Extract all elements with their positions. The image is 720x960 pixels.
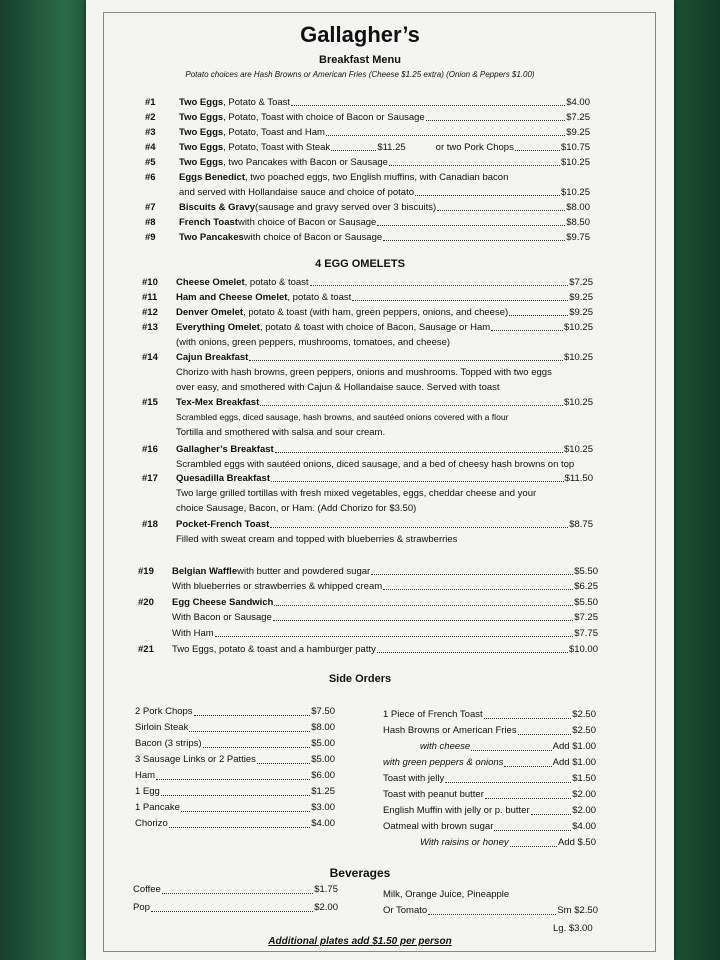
dot-leader [274, 595, 573, 606]
item-price: $10.25 [563, 322, 593, 333]
dot-leader [389, 155, 560, 166]
menu-item-row [142, 517, 593, 532]
side-order-row [135, 736, 335, 752]
item-number: #4 [145, 142, 156, 153]
item-description: , potato & toast [244, 277, 309, 288]
item-detail-line: Scrambled eggs with sautéed onions, diced sausage, and a bed of cheesy hash browns on top [176, 459, 575, 470]
item-description: , two Pancakes with Bacon or Sausage [223, 157, 388, 168]
side-order-name: 3 Sausage Links or 2 Patties [135, 754, 256, 765]
item-price: $6.25 [574, 581, 598, 592]
item-line [179, 230, 590, 245]
menu-item-row [145, 110, 590, 125]
side-order-row [383, 723, 596, 739]
menu-item-row [145, 155, 590, 170]
dot-leader [415, 185, 560, 196]
item-line [172, 610, 598, 625]
dot-leader [169, 816, 310, 828]
juice-options: Milk, Orange Juice, Pineapple [383, 889, 510, 900]
dot-leader [445, 771, 571, 783]
item-line [172, 626, 598, 641]
item-line [179, 155, 590, 170]
menu-item-row [138, 610, 598, 625]
item-price: $10.25 [560, 187, 590, 198]
juice-small-price: Sm $2.50 [557, 905, 598, 916]
menu-item-row [145, 170, 590, 185]
item-description: With Ham [172, 628, 214, 639]
menu-item-row [145, 185, 590, 200]
side-order-row [135, 784, 335, 800]
dot-leader [270, 517, 568, 528]
item-price: $10.25 [563, 444, 593, 455]
dot-leader [383, 230, 565, 241]
dot-leader [515, 140, 560, 151]
item-description: , two poached eggs, two English muffins, with Canadian bacon [245, 172, 509, 183]
item-line [176, 471, 593, 486]
side-order-row [135, 704, 335, 720]
item-alt-price: $10.75 [560, 142, 591, 153]
side-order-price: Add $.50 [557, 837, 596, 848]
item-number [138, 610, 172, 625]
beverage-row [133, 900, 338, 916]
item-price: $8.75 [569, 519, 593, 530]
side-order-name: 2 Pork Chops [135, 706, 193, 717]
item-price: $9.25 [569, 307, 593, 318]
menu-item-row [145, 125, 590, 140]
item-description: With Bacon or Sausage [172, 612, 272, 623]
side-order-row [135, 768, 335, 784]
menu-item-row [142, 275, 593, 290]
side-order-name: Ham [135, 770, 156, 781]
item-name: Two Eggs [179, 142, 224, 153]
side-order-price: Add $1.00 [552, 757, 596, 768]
item-number: #20 [138, 597, 154, 608]
dot-leader [494, 819, 571, 831]
dot-leader [215, 626, 574, 637]
menu-item-row [138, 564, 598, 579]
dot-leader [383, 579, 573, 590]
item-detail-line: (with onions, green peppers, mushrooms, tomatoes, and cheese) [176, 337, 451, 348]
item-number: #7 [145, 202, 156, 213]
side-order-row [135, 800, 335, 816]
item-name: Belgian Waffle [172, 566, 238, 577]
beverage-name: Coffee [133, 884, 161, 895]
side-order-price: $7.50 [311, 706, 335, 717]
item-description: , potato & toast (with ham, green peppers, onions, and cheese) [243, 307, 509, 318]
item-price: $7.25 [574, 612, 598, 623]
item-price: $5.50 [574, 597, 598, 608]
item-price: $11.50 [564, 473, 593, 484]
side-order-row [420, 739, 596, 755]
item-name: Eggs Benedict [179, 172, 245, 183]
item-number: #6 [145, 172, 156, 183]
additional-plates-note: Additional plates add $1.50 per person [268, 936, 452, 947]
dot-leader [249, 350, 563, 361]
item-number: #5 [145, 157, 156, 168]
side-order-name: with cheese [420, 741, 471, 752]
dot-leader [260, 395, 563, 406]
dot-leader [518, 723, 572, 735]
item-line [179, 185, 590, 200]
item-price: $10.25 [563, 352, 593, 363]
menu-item-row [145, 95, 590, 110]
item-description: with butter and powdered sugar [237, 566, 371, 577]
item-description: , Potato & Toast [223, 97, 291, 108]
dot-leader [531, 803, 572, 815]
item-alt-option: or two Pork Chops [435, 142, 514, 153]
menu-item-row [142, 471, 593, 486]
side-order-price: $5.00 [311, 754, 335, 765]
item-price: $11.25 [377, 142, 406, 153]
item-description: Two Eggs, potato & toast and a hamburger patty [172, 644, 376, 655]
item-price: $7.25 [566, 112, 590, 123]
item-line [172, 579, 598, 594]
item-line [179, 125, 590, 140]
dot-leader [377, 642, 568, 653]
item-number: #19 [138, 566, 154, 577]
item-name: Ham and Cheese Omelet [176, 292, 288, 303]
menu-item-row [145, 230, 590, 245]
item-price: $4.00 [566, 97, 590, 108]
item-detail-line: choice Sausage, Bacon, or Ham. (Add Chorizo for $3.50) [176, 503, 417, 514]
item-number [145, 185, 179, 200]
item-price: $8.00 [566, 202, 590, 213]
juice-tomato: Or Tomato [383, 905, 428, 916]
item-name: Denver Omelet [176, 307, 244, 318]
side-order-name: 1 Piece of French Toast [383, 709, 483, 720]
dot-leader [504, 755, 551, 767]
juice-row [383, 903, 598, 919]
item-price: $10.25 [560, 157, 590, 168]
item-line [176, 395, 593, 410]
item-number: #8 [145, 217, 156, 228]
item-detail-line: Filled with sweat cream and topped with blueberries & strawberries [176, 534, 458, 545]
dot-leader [377, 215, 565, 226]
menu-item-row [142, 350, 593, 365]
item-number: #14 [142, 352, 158, 363]
item-number: #9 [145, 232, 156, 243]
side-order-row [383, 803, 596, 819]
dot-leader [326, 125, 565, 136]
item-name: Biscuits & Gravy [179, 202, 256, 213]
item-number: #17 [142, 473, 158, 484]
item-number: #12 [142, 307, 158, 318]
dot-leader [352, 290, 568, 301]
side-order-price: $6.00 [311, 770, 335, 781]
item-name: Quesadilla Breakfast [176, 473, 270, 484]
menu-item-row [142, 290, 593, 305]
item-number: #16 [142, 444, 158, 455]
dot-leader [331, 140, 376, 151]
menu-item-row [145, 140, 590, 155]
dot-leader [484, 707, 572, 719]
menu-item-row [145, 200, 590, 215]
side-order-price: $3.00 [311, 802, 335, 813]
beverage-price: $2.00 [314, 902, 338, 913]
dot-leader [310, 275, 569, 286]
item-price: $9.25 [569, 292, 593, 303]
item-line [172, 564, 598, 579]
menu-item-row [142, 395, 593, 410]
item-name: Tex-Mex Breakfast [176, 397, 260, 408]
dot-leader [273, 610, 573, 621]
side-order-name: Oatmeal with brown sugar [383, 821, 494, 832]
dot-leader [181, 800, 310, 812]
menu-item-row [142, 305, 593, 320]
item-line [179, 170, 590, 185]
side-order-price: $2.00 [572, 805, 596, 816]
dot-leader [189, 720, 310, 732]
side-order-row [383, 787, 596, 803]
item-line [176, 350, 593, 365]
item-line [176, 275, 593, 290]
item-name: Cheese Omelet [176, 277, 245, 288]
side-order-row [383, 771, 596, 787]
item-number [138, 626, 172, 641]
item-line [179, 200, 590, 215]
menu-subtitle: Breakfast Menu [319, 54, 401, 66]
item-description: , potato & toast [287, 292, 352, 303]
side-order-price: $2.50 [572, 725, 596, 736]
item-name: Everything Omelet [176, 322, 260, 333]
item-description: , Potato, Toast with Steak [223, 142, 331, 153]
item-price: $8.50 [566, 217, 590, 228]
dot-leader [257, 752, 310, 764]
dot-leader [371, 564, 573, 575]
dot-leader [156, 768, 310, 780]
item-line [176, 442, 593, 457]
item-number: #18 [142, 519, 158, 530]
juice-large-price: Lg. $3.00 [553, 923, 593, 934]
beverage-row [133, 882, 338, 898]
side-order-name: Sirloin Steak [135, 722, 189, 733]
item-price: $10.25 [563, 397, 593, 408]
side-order-name: Toast with jelly [383, 773, 445, 784]
omelets-heading: 4 EGG OMELETS [315, 258, 405, 270]
side-order-name: 1 Egg [135, 786, 160, 797]
side-order-price: $1.50 [572, 773, 596, 784]
item-line [176, 305, 593, 320]
item-detail-line: Scrambled eggs, diced sausage, hash browns, and sautéed onions covered with a flour [176, 412, 509, 422]
item-number: #13 [142, 322, 158, 333]
item-price: $9.75 [566, 232, 590, 243]
item-number: #3 [145, 127, 156, 138]
dot-leader [194, 704, 311, 716]
item-number: #10 [142, 277, 158, 288]
side-order-row [420, 835, 596, 851]
item-number: #21 [138, 644, 154, 655]
dot-leader [203, 736, 311, 748]
item-price: $5.50 [574, 566, 598, 577]
item-number: #1 [145, 97, 156, 108]
dot-leader [491, 320, 563, 331]
side-order-price: $4.00 [311, 818, 335, 829]
side-order-price: $8.00 [311, 722, 335, 733]
side-order-row [135, 720, 335, 736]
item-description: with choice of Bacon or Sausage [237, 217, 377, 228]
background-left [0, 0, 90, 960]
side-order-price: $5.00 [311, 738, 335, 749]
potato-note: Potato choices are Hash Browns or American Fries (Cheese $1.25 extra) (Onion & Peppers $1.00) [185, 70, 535, 79]
item-line [179, 140, 590, 155]
item-price: $7.75 [574, 628, 598, 639]
side-order-price: $2.50 [572, 709, 596, 720]
restaurant-title: Gallagher’s [300, 22, 420, 47]
item-description: with choice of Bacon or Sausage [243, 232, 383, 243]
item-number [138, 579, 172, 594]
menu-item-row [138, 642, 598, 657]
side-order-price: $4.00 [572, 821, 596, 832]
item-price: $10.00 [568, 644, 598, 655]
item-price: $9.25 [566, 127, 590, 138]
item-detail-line: Chorizo with hash browns, green peppers, onions and mushrooms. Topped with two eggs [176, 367, 552, 378]
beverages-heading: Beverages [329, 866, 391, 880]
item-number: #2 [145, 112, 156, 123]
item-detail-line: Two large grilled tortillas with fresh mixed vegetables, eggs, cheddar cheese and your [176, 488, 537, 499]
side-order-name: with green peppers & onions [383, 757, 504, 768]
side-order-name: 1 Pancake [135, 802, 180, 813]
item-detail-line: over easy, and smothered with Cajun & Hollandaise sauce. Served with toast [176, 382, 500, 393]
menu-item-row [142, 320, 593, 335]
item-description: , Potato, Toast and Ham [223, 127, 325, 138]
item-name: Two Pancakes [179, 232, 244, 243]
side-order-price: $1.25 [311, 786, 335, 797]
item-line [176, 517, 593, 532]
dot-leader [271, 471, 564, 482]
dot-leader [275, 442, 563, 453]
item-description: (sausage and gravy served over 3 biscuits) [255, 202, 437, 213]
dot-leader [161, 784, 310, 796]
side-order-name: With raisins or honey [420, 837, 509, 848]
side-order-price: $2.00 [572, 789, 596, 800]
side-order-row [383, 707, 596, 723]
beverage-price: $1.75 [314, 884, 338, 895]
dot-leader [437, 200, 565, 211]
menu-item-row [145, 215, 590, 230]
menu-item-row [138, 579, 598, 594]
item-description: With blueberries or strawberries & whipped cream [172, 581, 383, 592]
item-detail-line: Tortilla and smothered with salsa and sour cream. [176, 427, 386, 438]
item-description: and served with Hollandaise sauce and choice of potato [179, 187, 415, 198]
menu-item-row [138, 626, 598, 641]
side-order-name: Hash Browns or American Fries [383, 725, 517, 736]
side-order-row [135, 816, 335, 832]
item-name: Two Eggs [179, 157, 224, 168]
item-name: Gallagher’s Breakfast [176, 444, 274, 455]
side-order-row [383, 755, 596, 771]
dot-leader [471, 739, 552, 751]
item-line [179, 215, 590, 230]
side-order-name: Chorizo [135, 818, 168, 829]
item-description: , Potato, Toast with choice of Bacon or Sausage [223, 112, 425, 123]
dot-leader [291, 95, 565, 106]
side-order-name: Bacon (3 strips) [135, 738, 202, 749]
item-number: #15 [142, 397, 158, 408]
menu-item-row [142, 442, 593, 457]
item-name: Cajun Breakfast [176, 352, 249, 363]
item-description: , potato & toast with choice of Bacon, Sausage or Ham [259, 322, 491, 333]
item-name: Egg Cheese Sandwich [172, 597, 274, 608]
dot-leader [510, 835, 557, 847]
item-number: #11 [142, 292, 158, 303]
item-line [179, 110, 590, 125]
item-line [172, 642, 598, 657]
item-name: French Toast [179, 217, 238, 228]
item-price: $7.25 [569, 277, 593, 288]
side-order-price: Add $1.00 [552, 741, 596, 752]
item-name: Two Eggs [179, 127, 224, 138]
item-name: Two Eggs [179, 97, 224, 108]
dot-leader [485, 787, 571, 799]
side-order-row [135, 752, 335, 768]
side-orders-heading: Side Orders [328, 673, 392, 685]
side-order-name: English Muffin with jelly or p. butter [383, 805, 530, 816]
item-line [176, 290, 593, 305]
beverage-name: Pop [133, 902, 150, 913]
item-line [172, 595, 598, 610]
dot-leader [426, 110, 566, 121]
dot-leader [509, 305, 568, 316]
item-name: Pocket-French Toast [176, 519, 270, 530]
item-name: Two Eggs [179, 112, 224, 123]
item-line [176, 320, 593, 335]
side-order-name: Toast with peanut butter [383, 789, 484, 800]
item-line [179, 95, 590, 110]
side-order-row [383, 819, 596, 835]
menu-item-row [138, 595, 598, 610]
